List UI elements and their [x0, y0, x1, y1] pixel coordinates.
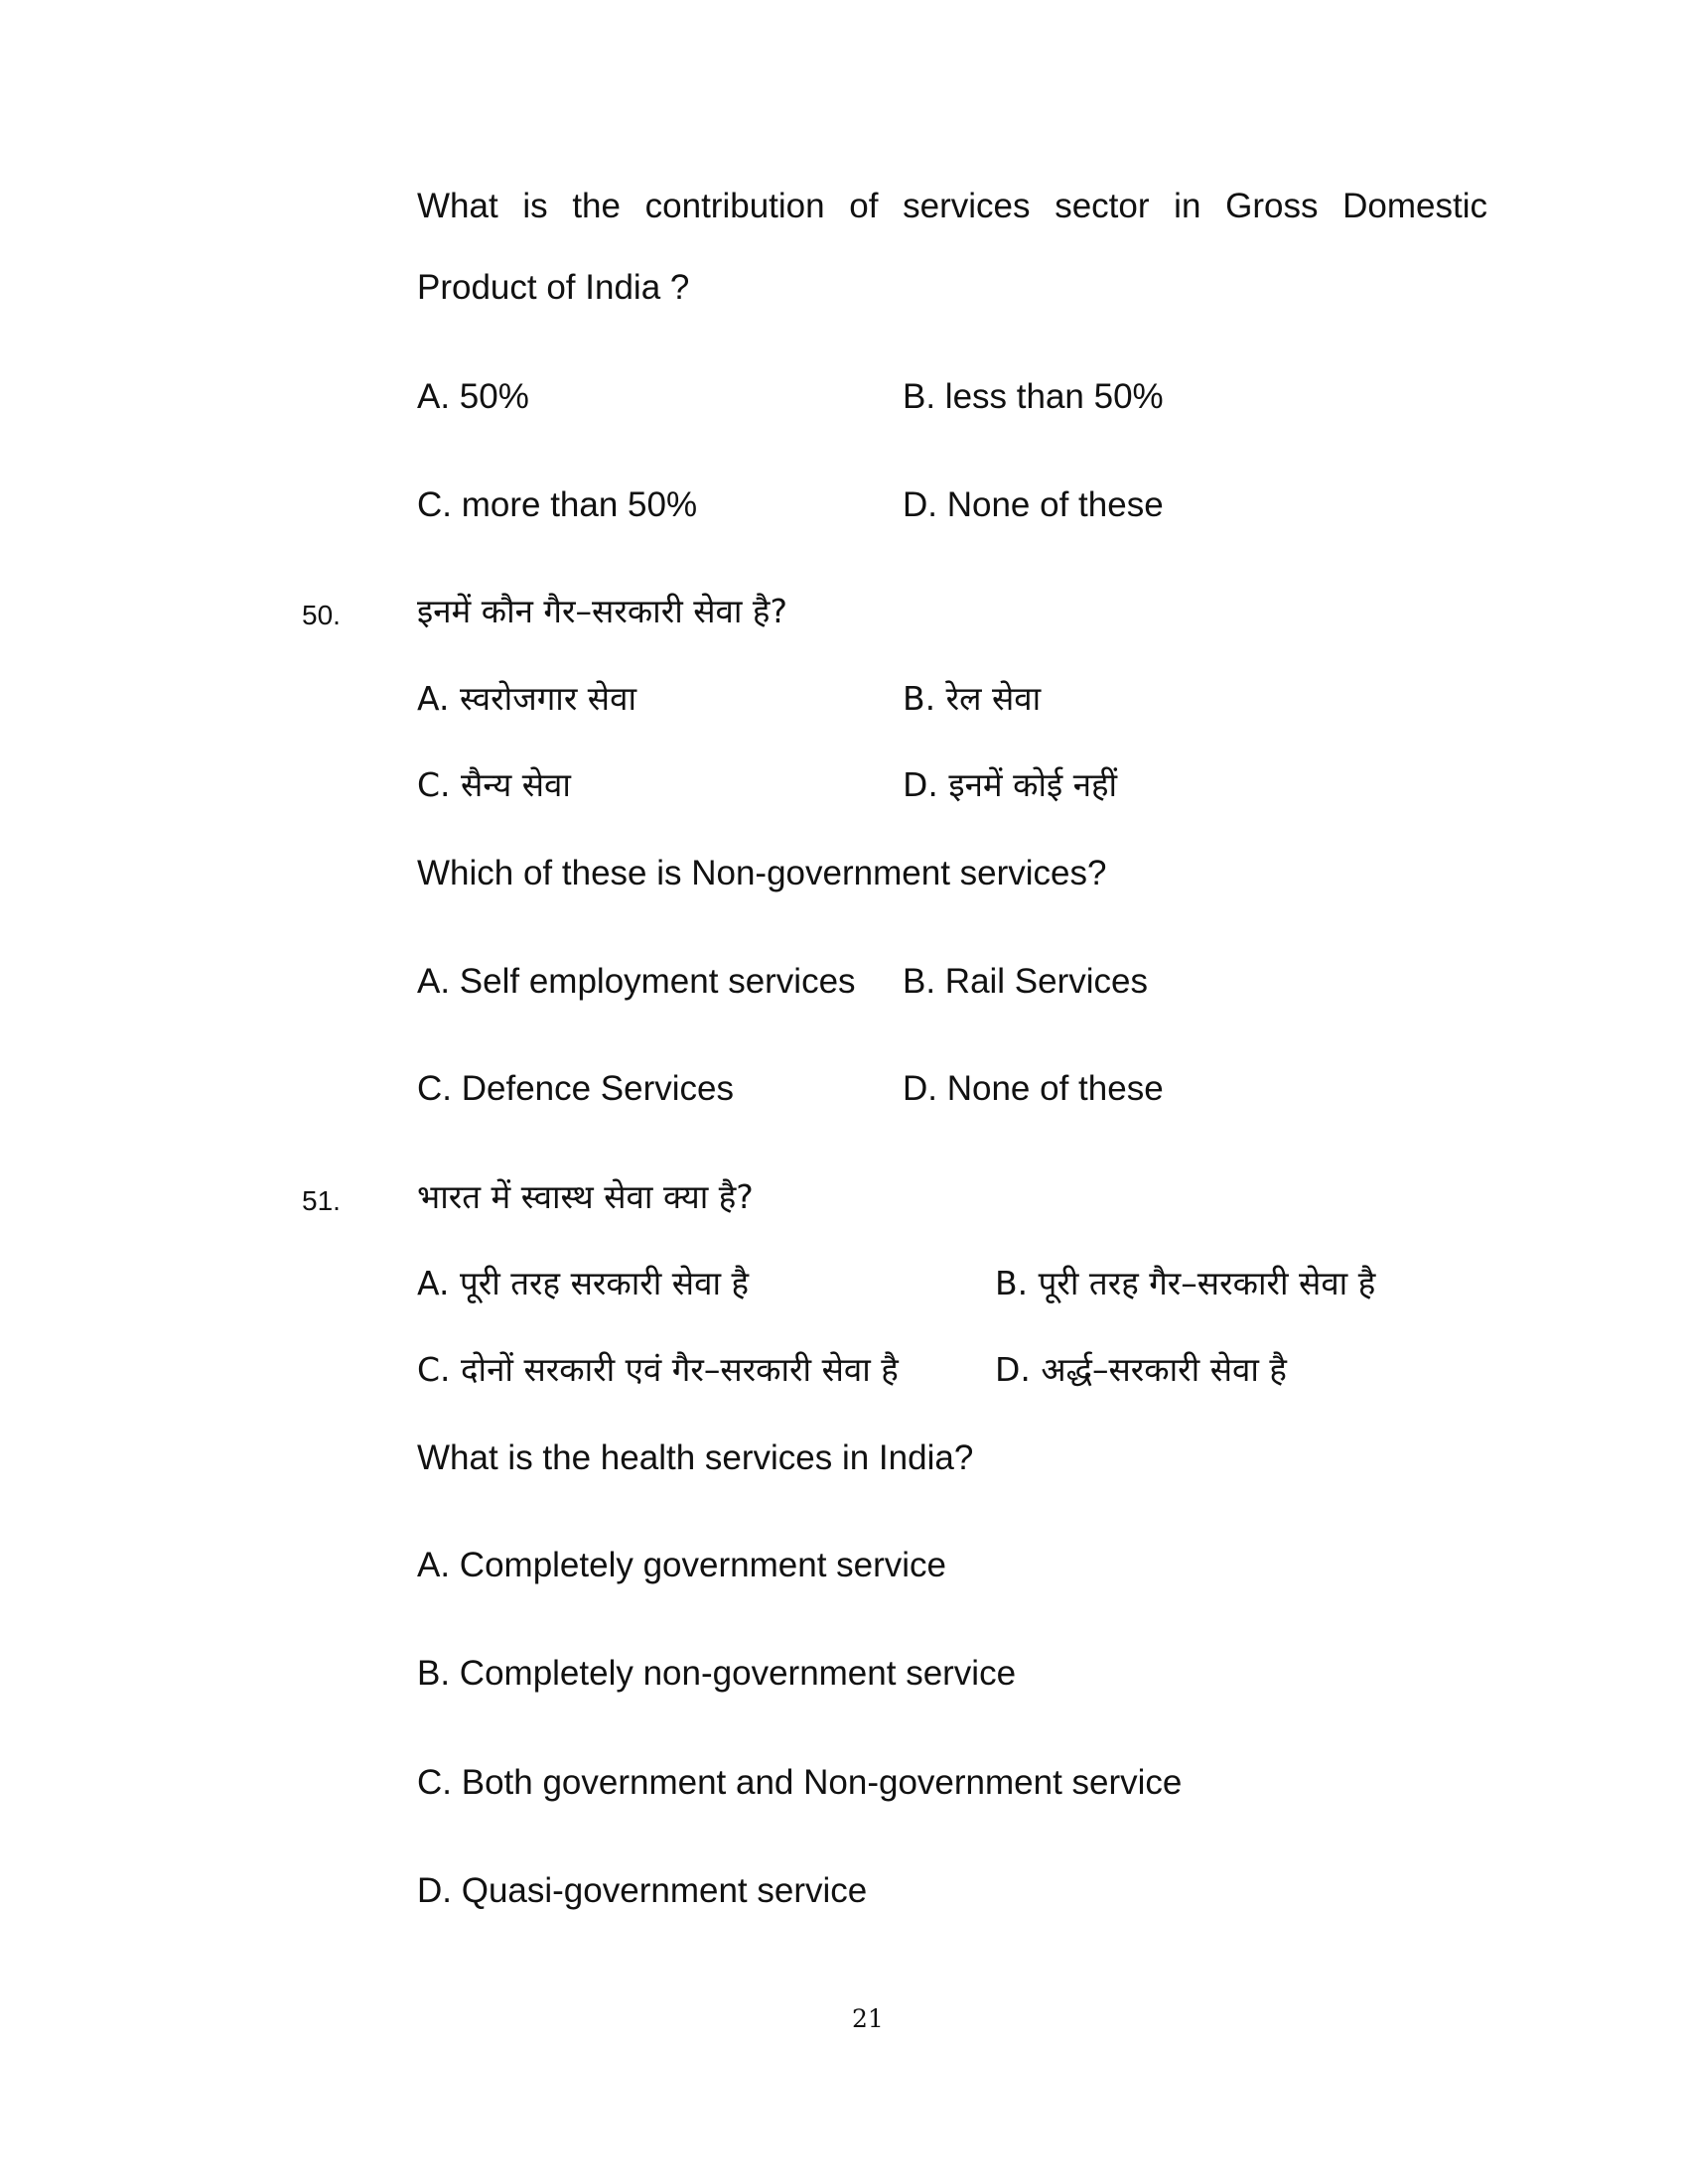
- q51-hindi-option-a: A. पूरी तरह सरकारी सेवा है: [417, 1264, 750, 1302]
- q51-english-option-a: A. Completely government service: [417, 1546, 946, 1584]
- q51-hindi-option-c: C. दोनों सरकारी एवं गैर–सरकारी सेवा है: [417, 1350, 899, 1389]
- q50-hindi-option-b: B. रेल सेवा: [903, 679, 1042, 718]
- q49-option-a: A. 50%: [417, 377, 529, 416]
- q51-hindi-question: भारत में स्वास्थ सेवा क्या है?: [417, 1177, 754, 1216]
- q50-hindi-option-c: C. सैन्य सेवा: [417, 765, 571, 804]
- q51-english-option-d: D. Quasi-government service: [417, 1871, 868, 1910]
- q50-english-option-d: D. None of these: [903, 1069, 1164, 1108]
- q49-option-c: C. more than 50%: [417, 485, 698, 524]
- q51-english-option-c: C. Both government and Non-government service: [417, 1763, 1183, 1802]
- q51-english-question: What is the health services in India?: [417, 1438, 974, 1477]
- q50-hindi-option-a: A. स्वरोजगार सेवा: [417, 679, 637, 718]
- q51-number: 51.: [302, 1185, 341, 1216]
- page-number: 21: [852, 2004, 884, 2033]
- q50-english-option-c: C. Defence Services: [417, 1069, 735, 1108]
- q51-hindi-option-d: D. अर्द्ध–सरकारी सेवा है: [995, 1350, 1287, 1389]
- q49-question-line2: Product of India ?: [417, 268, 690, 307]
- q50-hindi-question: इनमें कौन गैर–सरकारी सेवा है?: [417, 592, 787, 630]
- q49-option-d: D. None of these: [903, 485, 1164, 524]
- q51-english-option-b: B. Completely non-government service: [417, 1654, 1017, 1693]
- q49-question-line1: What is the contribution of services sector in Gross Domestic: [417, 187, 1487, 225]
- q50-hindi-option-d: D. इनमें कोई नहीं: [903, 765, 1118, 804]
- q51-hindi-option-b: B. पूरी तरह गैर–सरकारी सेवा है: [995, 1264, 1376, 1302]
- q50-english-option-a: A. Self employment services: [417, 962, 856, 1001]
- q50-english-option-b: B. Rail Services: [903, 962, 1149, 1001]
- q50-number: 50.: [302, 600, 341, 630]
- q50-english-question: Which of these is Non-government services?: [417, 854, 1107, 892]
- q49-option-b: B. less than 50%: [903, 377, 1164, 416]
